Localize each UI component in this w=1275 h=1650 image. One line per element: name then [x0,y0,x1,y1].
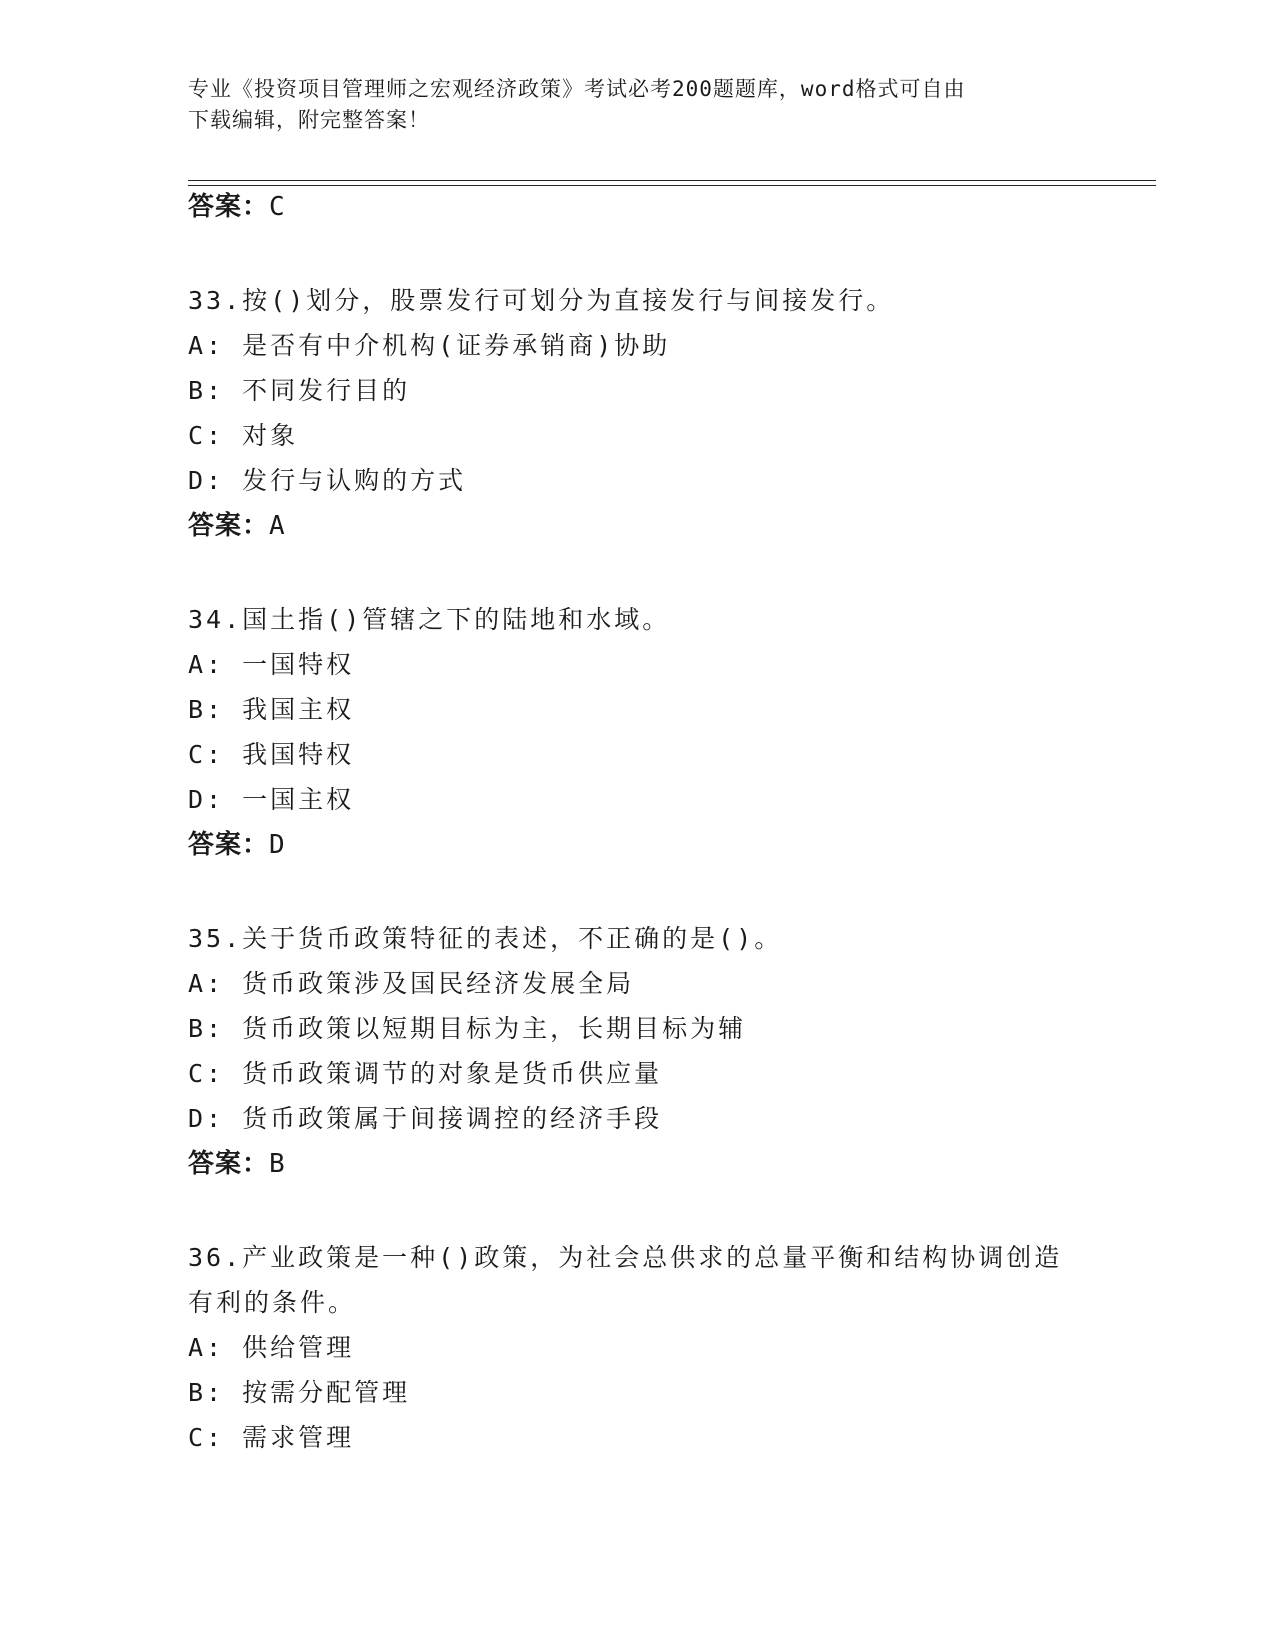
option-33-b: B: 不同发行目的 [188,376,411,405]
question-stem-35: 35.关于货币政策特征的表述，不正确的是()。 [188,924,783,953]
option-35-b: B: 货币政策以短期目标为主，长期目标为辅 [188,1014,747,1043]
answer-value: B [269,1149,286,1179]
header-divider-bottom [188,185,1156,186]
document-header [188,74,1068,136]
option-36-a: A: 供给管理 [188,1333,355,1362]
answer-35 [188,1147,286,1181]
question-stem-34: 34.国土指()管辖之下的陆地和水域。 [188,605,671,634]
option-33-d: D: 发行与认购的方式 [188,466,467,495]
answer-label: 答案： [188,1149,270,1179]
header-divider-top [188,180,1156,181]
option-33-a: A: 是否有中介机构(证券承销商)协助 [188,331,671,360]
option-35-c: C: 货币政策调节的对象是货币供应量 [188,1059,663,1088]
answer-value: D [269,830,286,860]
answer-prev [188,190,286,224]
question-stem-36-line-2: 有利的条件。 [188,1288,357,1317]
answer-value: C [269,192,286,222]
question-stem-36-line-1: 36.产业政策是一种()政策，为社会总供求的总量平衡和结构协调创造 [188,1243,1063,1272]
option-35-a: A: 货币政策涉及国民经济发展全局 [188,969,635,998]
answer-label: 答案： [188,192,270,222]
option-34-b: B: 我国主权 [188,695,355,724]
answer-value: A [269,511,286,541]
answer-34 [188,828,286,862]
header-line-1: 专业《投资项目管理师之宏观经济政策》考试必考200题题库，word格式可自由 [188,77,966,101]
option-34-d: D: 一国主权 [188,785,355,814]
question-stem-33: 33.按()划分，股票发行可划分为直接发行与间接发行。 [188,286,895,315]
option-35-d: D: 货币政策属于间接调控的经济手段 [188,1104,663,1133]
answer-label: 答案： [188,830,270,860]
answer-33 [188,509,286,543]
header-line-2: 下载编辑，附完整答案！ [188,108,430,132]
option-33-c: C: 对象 [188,421,299,450]
option-36-c: C: 需求管理 [188,1423,355,1452]
option-34-a: A: 一国特权 [188,650,355,679]
option-36-b: B: 按需分配管理 [188,1378,411,1407]
answer-label: 答案： [188,511,270,541]
option-34-c: C: 我国特权 [188,740,355,769]
